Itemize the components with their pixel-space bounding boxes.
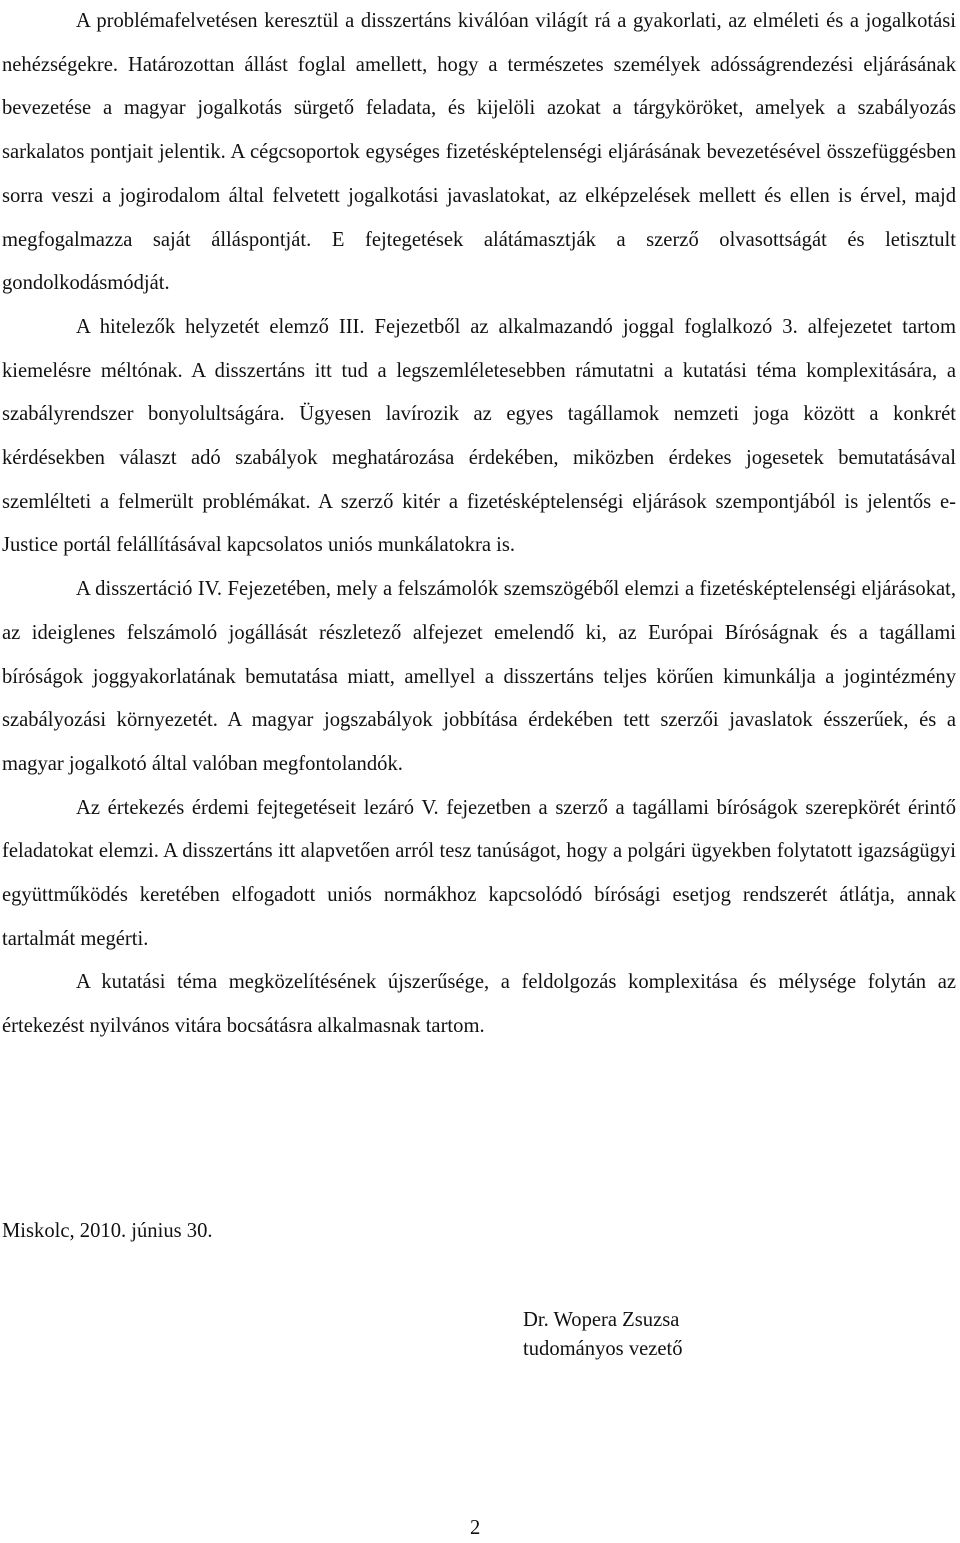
paragraph-problem-statement: A problémafelvetésen keresztül a disszertáns kiválóan világít rá a gyakorlati, az elméleti és a jogalkotási nehézségekre. Határozottan állást foglal amellett, hogy a természetes személyek adósságrendezési eljárásának bevezetése a magyar jogalkotás sürgető feladata, és kijelöli azokat a tárgyköröket, amelyek a szabályozás sarkalatos pontjait jelentik. A cégcsoportok egységes fizetésképtelenségi eljárásának bevezetésével összefüggésben sorra veszi a jogirodalom által felvetett jogalkotási javaslatokat, az elképzelések mellett és ellen is érvel, majd megfogalmazza saját álláspontját. E fejtegetések alátámasztják a szerző olvasottságát és letisztult gondolkodásmódját. xyxy=(2,10,956,295)
paragraph-conclusion: A kutatási téma megközelítésének újszerűsége, a feldolgozás komplexitása és mélysége folytán az értekezést nyilvános vitára bocsátásra alkalmasnak tartom. xyxy=(2,971,956,1038)
paragraph-liquidators-chapter: A disszertáció IV. Fejezetében, mely a felszámolók szemszögéből elemzi a fizetésképtelenségi eljárásokat, az ideiglenes felszámoló jogállását részletező alfejezet emelendő ki, az Európai Bíróságnak és a tagállami bíróságok joggyakorlatának bemutatása miatt, amellyel a disszertáns teljes körűen kimunkálja a jogintézmény szabályozási környezetét. A magyar jogszabályok jobbítása érdekében tett szerzői javaslatok ésszerűek, és a magyar jogalkotó által valóban megfontolandók. xyxy=(2,578,956,775)
paragraph-courts-chapter: Az értekezés érdemi fejtegetéseit lezáró V. fejezetben a szerző a tagállami bíróságok szerepkörét érintő feladatokat elemzi. A disszertáns itt alapvetően arról tesz tanúságot, hogy a polgári ügyekben folytatott igazságügyi együttműködés keretében elfogadott uniós normákhoz kapcsolódó bírósági esetjog rendszerét átlátja, annak tartalmát megérti. xyxy=(2,796,956,950)
signatory-title: tudományos vezető xyxy=(523,1338,683,1360)
paragraph-creditors-chapter: A hitelezők helyzetét elemző III. Fejezetből az alkalmazandó joggal foglalkozó 3. alfejezetet tartom kiemelésre méltónak. A disszertáns itt tud a legszemléletesebben rámutatni a kutatási téma komplexitására, a szabályrendszer bonyolultságára. Ügyesen lavírozik az egyes tagállamok nemzeti joga között a konkrét kérdésekben választ adó szabályok meghatározása érdekében, miközben érdekes jogesetek bemutatásával szemlélteti a felmerült problémákat. A szerző kitér a fizetésképtelenségi eljárások szempontjából is jelentős e-Justice portál felállításával kapcsolatos uniós munkálatokra is. xyxy=(2,315,956,557)
signatory-name: Dr. Wopera Zsuzsa xyxy=(523,1309,680,1331)
page-number: 2 xyxy=(470,1517,481,1539)
place-and-date: Miskolc, 2010. június 30. xyxy=(2,1220,213,1242)
body-text xyxy=(2,0,956,1049)
signature-block xyxy=(523,1306,683,1364)
